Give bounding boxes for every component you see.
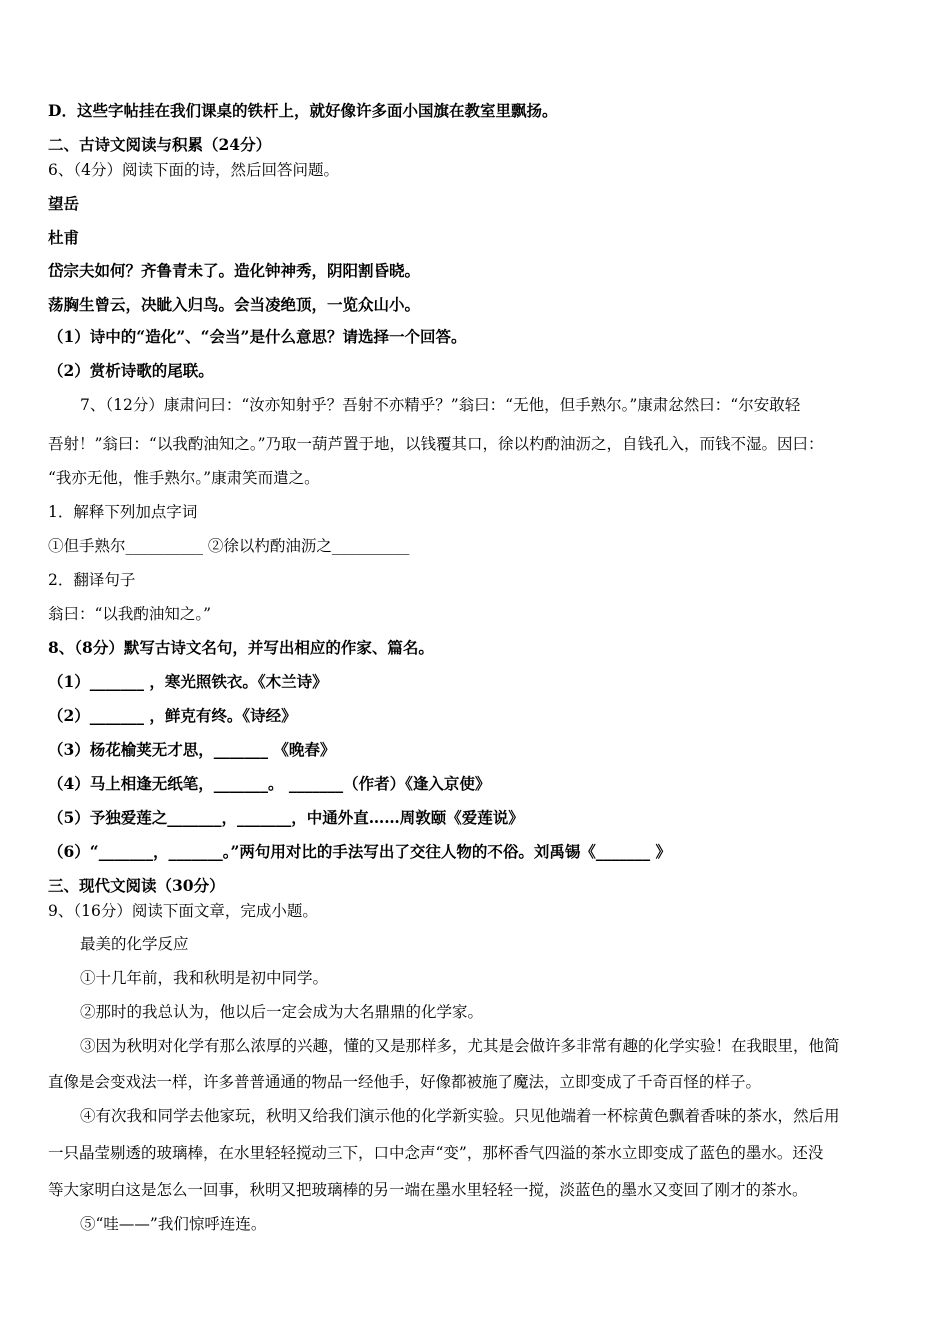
poem-title: 望岳 [48, 194, 80, 213]
question-7-sub-2-sentence: 翁曰：“以我酌油知之。” [48, 605, 212, 623]
question-7-passage-line-1: 7、（12分）康肃问曰：“汝亦知射乎？吾射不亦精乎？”翁曰：“无他，但手熟尔。”康肃忿然曰：“尔安敢轻 [80, 396, 801, 414]
option-d-line: D．这些字帖挂在我们课桌的铁杆上，就好像许多面小国旗在教室里飘扬。 [48, 101, 558, 120]
poem-line-2: 荡胸生曾云，决眦入归鸟。会当凌绝顶，一览众山小。 [48, 295, 421, 314]
question-7-passage-line-3: “我亦无他，惟手熟尔。”康肃笑而遣之。 [48, 469, 320, 487]
question-7-sub-2: 2．翻译句子 [48, 571, 136, 589]
question-8-4: （4）马上相逢无纸笔，_______。 _______（作者）《逢入京使》 [48, 774, 491, 793]
question-7-sub-1-blanks: ①但手熟尔__________ ②徐以杓酌油沥之__________ [48, 537, 410, 555]
question-8-3: （3）杨花榆荚无才思，_______ 《晚春》 [48, 740, 336, 759]
section-2-heading: 二、古诗文阅读与积累（24分） [48, 135, 272, 154]
question-8-5: （5）予独爱莲之_______，_______，中通外直……周敦颐《爱莲说》 [48, 808, 524, 827]
article-paragraph-4-line-1: ④有次我和同学去他家玩，秋明又给我们演示他的化学新实验。只见他端着一杯棕黄色飘着香味的茶水，然后用 [80, 1107, 840, 1125]
question-8-prompt: 8、（8分）默写古诗文名句，并写出相应的作家、篇名。 [48, 638, 434, 657]
article-title: 最美的化学反应 [80, 935, 189, 953]
article-paragraph-4-line-2: 一只晶莹剔透的玻璃棒，在水里轻轻搅动三下，口中念声“变”，那杯香气四溢的茶水立即变成了蓝色的墨水。还没 [48, 1144, 824, 1162]
article-paragraph-3-line-1: ③因为秋明对化学有那么浓厚的兴趣，懂的又是那样多，尤其是会做许多非常有趣的化学实验！在我眼里，他简 [80, 1037, 840, 1055]
article-paragraph-4-line-3: 等大家明白这是怎么一回事，秋明又把玻璃棒的另一端在墨水里轻轻一搅，淡蓝色的墨水又变回了刚才的茶水。 [48, 1181, 808, 1199]
question-9-prompt: 9、（16分）阅读下面文章，完成小题。 [48, 902, 318, 920]
article-paragraph-5: ⑤“哇——”我们惊呼连连。 [80, 1215, 267, 1233]
article-paragraph-1: ①十几年前，我和秋明是初中同学。 [80, 969, 329, 987]
poem-author: 杜甫 [48, 228, 80, 247]
question-6-2: （2）赏析诗歌的尾联。 [48, 361, 214, 380]
article-paragraph-2: ②那时的我总认为，他以后一定会成为大名鼎鼎的化学家。 [80, 1003, 484, 1021]
question-8-6: （6）“_______，_______。”两句用对比的手法写出了交往人物的不俗。刘禹锡《_______ 》 [48, 842, 672, 861]
question-6-prompt: 6、（4分）阅读下面的诗，然后回答问题。 [48, 161, 339, 179]
section-3-heading: 三、现代文阅读（30分） [48, 876, 225, 895]
question-7-sub-1: 1．解释下列加点字词 [48, 503, 198, 521]
poem-line-1: 岱宗夫如何？齐鲁青未了。造化钟神秀，阴阳割昏晓。 [48, 261, 421, 280]
question-7-passage-line-2: 吾射！”翁曰：“以我酌油知之。”乃取一葫芦置于地，以钱覆其口，徐以杓酌油沥之，自钱孔入，而钱不湿。因曰： [48, 435, 824, 453]
article-paragraph-3-line-2: 直像是会变戏法一样，许多普普通通的物品一经他手，好像都被施了魔法，立即变成了千奇百怪的样子。 [48, 1073, 762, 1091]
question-8-2: （2）_______ ，鲜克有终。《诗经》 [48, 706, 297, 725]
question-6-1: （1）诗中的“造化”、“会当”是什么意思？请选择一个回答。 [48, 327, 467, 346]
question-8-1: （1）_______ ，寒光照铁衣。《木兰诗》 [48, 672, 328, 691]
